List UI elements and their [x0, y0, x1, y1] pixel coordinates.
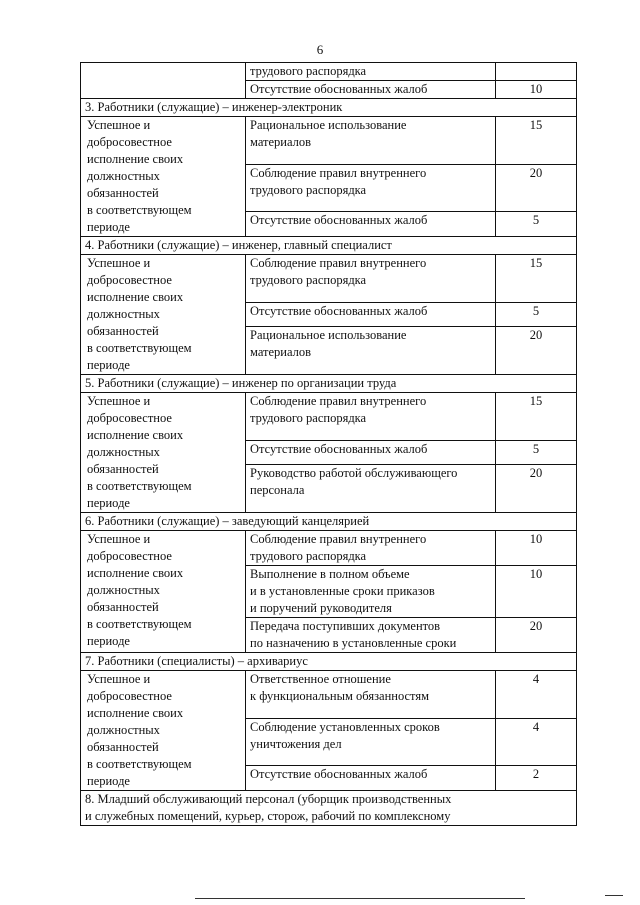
text-line: Успешное и [87, 118, 151, 132]
text-line: трудового распорядка [250, 273, 367, 287]
text-line: должностных [87, 583, 160, 597]
table-row [81, 63, 577, 81]
indicator-cell [246, 566, 496, 618]
text-line: по назначению в установленные сроки [250, 636, 457, 650]
text-line: должностных [87, 723, 160, 737]
table-row [81, 393, 577, 441]
indicator-cell [246, 618, 496, 653]
score-cell: 4 [496, 671, 577, 719]
indicator-cell [246, 718, 496, 766]
text-line: Выполнение в полном объеме [250, 567, 410, 581]
text-line: периоде [87, 496, 130, 510]
text-line: к функциональным обязанностям [250, 689, 430, 703]
score-cell: 5 [496, 302, 577, 327]
text-line: обязанностей [87, 324, 159, 338]
score-cell: 10 [496, 531, 577, 566]
text-line: и в установленные сроки приказов [250, 584, 435, 598]
score-cell: 10 [496, 566, 577, 618]
score-cell: 15 [496, 117, 577, 165]
text-line: Соблюдение правил внутреннего [250, 165, 427, 180]
text-line: периоде [87, 634, 130, 648]
indicator-cell [246, 393, 496, 441]
text-line: добросовестное [87, 273, 172, 287]
score-cell: 20 [496, 327, 577, 375]
text-line: обязанностей [87, 186, 159, 200]
section-header-row [81, 99, 577, 117]
table-row [81, 671, 577, 719]
text-line: добросовестное [87, 411, 172, 425]
criterion-cell [81, 63, 246, 99]
text-line: Передача поступивших документов [250, 619, 441, 633]
indicator-cell [246, 212, 496, 237]
text-line: в соответствующем [87, 757, 192, 771]
text-line: в соответствующем [87, 479, 192, 493]
score-cell: 20 [496, 618, 577, 653]
text-line: Соблюдение правил внутреннего [250, 256, 427, 270]
text-line: исполнение своих [87, 290, 184, 304]
text-line: должностных [87, 169, 160, 183]
score-cell: 20 [496, 465, 577, 513]
indicator-cell [246, 440, 496, 465]
kpi-table [80, 62, 577, 826]
section-title: 5. Работники (служащие) – инженер по организации труда [81, 375, 577, 393]
text-line: периоде [87, 220, 130, 234]
text-line: Отсутствие обоснованных жалоб [250, 213, 428, 228]
text-line: персонала [250, 483, 305, 498]
indicator-cell: Отсутствие обоснованных жалоб [246, 81, 496, 99]
indicator-cell [246, 327, 496, 375]
bottom-rule [195, 898, 525, 899]
indicator-cell [246, 671, 496, 719]
text-line: Отсутствие обоснованных жалоб [250, 767, 428, 782]
score-cell: 5 [496, 440, 577, 465]
criterion-cell [81, 117, 246, 237]
table-row [81, 117, 577, 165]
text-line: исполнение своих [87, 428, 184, 442]
text-line: исполнение своих [87, 152, 184, 166]
text-line: уничтожения дел [250, 736, 342, 751]
section-header-row [81, 513, 577, 531]
text-line: Успешное и [87, 256, 151, 270]
text-line: обязанностей [87, 740, 159, 754]
score-cell: 15 [496, 393, 577, 441]
text-line: Успешное и [87, 532, 151, 546]
section-title: 7. Работники (специалисты) – архивариус [81, 653, 577, 671]
criterion-cell [81, 531, 246, 653]
text-line: обязанностей [87, 462, 159, 476]
score-cell: 15 [496, 255, 577, 303]
indicator-cell [246, 465, 496, 513]
text-line: Соблюдение установленных сроков [250, 719, 440, 734]
criterion-cell [81, 255, 246, 375]
section-title: 6. Работники (служащие) – заведующий канцелярией [81, 513, 577, 531]
section-header-row [81, 237, 577, 255]
score-cell [496, 63, 577, 81]
criterion-cell [81, 671, 246, 791]
text-line: материалов [250, 345, 312, 360]
indicator-cell: трудового распорядка [246, 63, 496, 81]
text-line: в соответствующем [87, 203, 192, 217]
text-line: должностных [87, 307, 160, 321]
indicator-cell [246, 531, 496, 566]
table-row [81, 255, 577, 303]
text-line: добросовестное [87, 135, 172, 149]
score-cell: 5 [496, 212, 577, 237]
indicator-cell [246, 117, 496, 165]
indicator-cell [246, 302, 496, 327]
section-header-row [81, 653, 577, 671]
text-line: трудового распорядка [250, 411, 367, 425]
indicator-cell [246, 255, 496, 303]
text-line: обязанностей [87, 600, 159, 614]
text-line: добросовестное [87, 549, 172, 563]
text-line: Соблюдение правил внутреннего [250, 532, 427, 546]
text-line: исполнение своих [87, 566, 184, 580]
criterion-cell [81, 393, 246, 513]
score-cell: 4 [496, 718, 577, 766]
section-header-row [81, 791, 577, 826]
indicator-cell [246, 164, 496, 212]
text-line: в соответствующем [87, 617, 192, 631]
text-line: периоде [87, 358, 130, 372]
text-line: Отсутствие обоснованных жалоб [250, 441, 428, 456]
page-number: 6 [316, 42, 324, 57]
text-line: Отсутствие обоснованных жалоб [250, 303, 428, 318]
score-cell: 2 [496, 766, 577, 791]
text-line: Рациональное использование [250, 118, 407, 132]
text-line: и поручений руководителя [250, 601, 392, 615]
section-title: 4. Работники (служащие) – инженер, главный специалист [81, 237, 577, 255]
text-line: Ответственное отношение [250, 672, 391, 686]
text-line: Соблюдение правил внутреннего [250, 394, 427, 408]
text-line: периоде [87, 774, 130, 788]
text-line: Успешное и [87, 394, 151, 408]
section-title [81, 791, 577, 826]
text-line: Успешное и [87, 672, 151, 686]
bottom-tick [605, 895, 623, 896]
score-cell: 20 [496, 164, 577, 212]
section-header-row [81, 375, 577, 393]
table-row [81, 531, 577, 566]
text-line: Руководство работой обслуживающего [250, 466, 458, 481]
text-line: исполнение своих [87, 706, 184, 720]
text-line: трудового распорядка [250, 182, 367, 197]
text-line: добросовестное [87, 689, 172, 703]
text-line: и служебных помещений, курьер, сторож, рабочий по комплексному [85, 809, 451, 823]
score-cell: 10 [496, 81, 577, 99]
text-line: материалов [250, 135, 312, 149]
text-line: должностных [87, 445, 160, 459]
text-line: трудового распорядка [250, 549, 367, 563]
section-title: 3. Работники (служащие) – инженер-электроник [81, 99, 577, 117]
indicator-cell [246, 766, 496, 791]
text-line: 8. Младший обслуживающий персонал (уборщик производственных [85, 792, 452, 806]
text-line: Рациональное использование [250, 328, 407, 343]
text-line: в соответствующем [87, 341, 192, 355]
